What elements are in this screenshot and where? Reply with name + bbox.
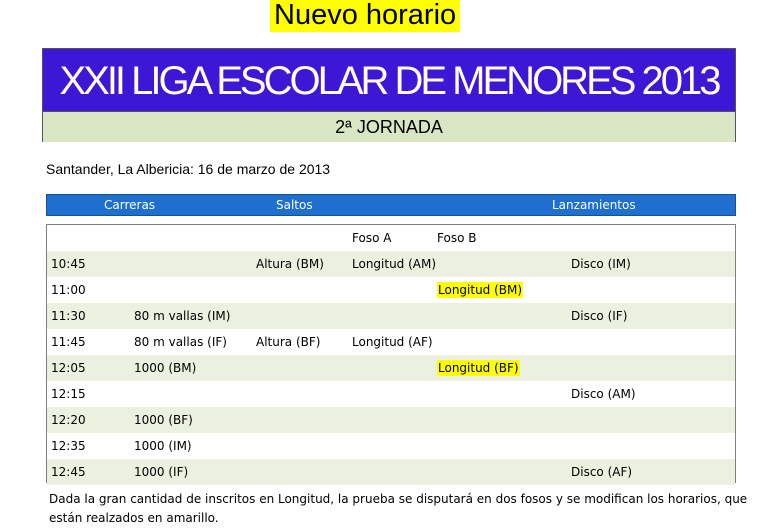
altura-cell: Altura (BM) [256, 257, 324, 271]
round-subtitle: 2ª JORNADA [43, 111, 735, 142]
lanzamientos-cell: Disco (AM) [571, 387, 636, 401]
foso-a-cell: Longitud (AF) [352, 335, 433, 349]
carreras-cell: 1000 (BF) [134, 413, 193, 427]
time-cell: 12:35 [51, 439, 86, 453]
foso-a-header: Foso A [352, 231, 392, 245]
table-row [47, 277, 735, 303]
table-row [47, 407, 735, 433]
schedule-table [46, 224, 736, 483]
table-row [47, 329, 735, 355]
category-carreras: Carreras [104, 198, 156, 212]
foso-b-header: Foso B [437, 231, 477, 245]
foso-b-cell: Longitud (BM) [438, 283, 523, 297]
time-cell: 12:05 [51, 361, 86, 375]
table-row [47, 459, 735, 485]
location-date: Santander, La Albericia: 16 de marzo de 2013 [46, 161, 331, 177]
altura-cell: Altura (BF) [256, 335, 321, 349]
table-row [47, 433, 735, 459]
time-cell: 11:45 [51, 335, 86, 349]
carreras-cell: 80 m vallas (IM) [134, 309, 231, 323]
table-row [47, 381, 735, 407]
league-title: XXII LIGA ESCOLAR DE MENORES 2013 [43, 49, 735, 111]
time-cell: 12:15 [51, 387, 86, 401]
time-cell: 11:00 [51, 283, 86, 297]
category-lanzamientos: Lanzamientos [552, 198, 636, 212]
foso-b-cell: Longitud (BF) [438, 361, 519, 375]
table-row [47, 251, 735, 277]
category-saltos: Saltos [276, 198, 313, 212]
lanzamientos-cell: Disco (IF) [571, 309, 628, 323]
carreras-cell: 1000 (IM) [134, 439, 192, 453]
lanzamientos-cell: Disco (AF) [571, 465, 633, 479]
time-cell: 11:30 [51, 309, 86, 323]
table-row [47, 303, 735, 329]
time-cell: 10:45 [51, 257, 86, 271]
foso-a-cell: Longitud (AM) [352, 257, 437, 271]
time-cell: 12:20 [51, 413, 86, 427]
lanzamientos-cell: Disco (IM) [571, 257, 631, 271]
footnote: Dada la gran cantidad de inscritos en Longitud, la prueba se disputará en dos fosos y se modifican los horarios, que están realzados en amarillo. [49, 492, 748, 525]
category-header [46, 194, 736, 216]
league-banner [42, 48, 736, 142]
carreras-cell: 80 m vallas (IF) [134, 335, 227, 349]
subheader-row [47, 225, 735, 251]
carreras-cell: 1000 (IF) [134, 465, 189, 479]
table-row [47, 355, 735, 381]
time-cell: 12:45 [51, 465, 86, 479]
new-schedule-notice: Nuevo horario [270, 0, 460, 32]
carreras-cell: 1000 (BM) [134, 361, 197, 375]
